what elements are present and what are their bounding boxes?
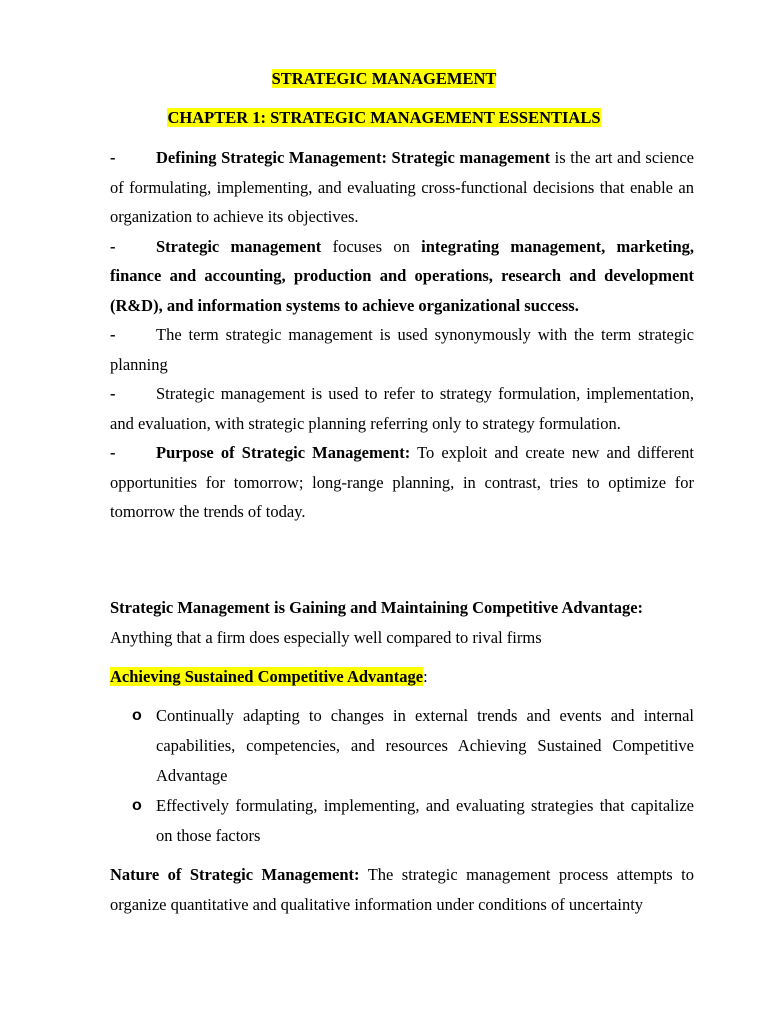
dash-marker: - bbox=[110, 325, 116, 344]
list-item-focus bbox=[110, 232, 694, 321]
nature-heading: Nature of Strategic Management: bbox=[110, 865, 360, 884]
purpose-lead: Purpose of Strategic Management: bbox=[156, 443, 411, 462]
purpose-text: To exploit and create new and different opportunities for tomorrow; long-range planning, in contrast, tries to optimize for tomorrow the trends of today. bbox=[110, 443, 694, 521]
bullet-item-adapting bbox=[110, 701, 694, 791]
dash-marker: - bbox=[110, 443, 116, 462]
bullet-text-formulating: Effectively formulating, implementing, and evaluating strategies that capitalize on those factors bbox=[156, 796, 694, 845]
list-item-formulation bbox=[110, 379, 694, 438]
list-item-purpose bbox=[110, 438, 694, 527]
bullet-marker: o bbox=[132, 797, 142, 814]
achieving-heading bbox=[110, 662, 428, 692]
nature-paragraph bbox=[110, 860, 694, 919]
competitive-advantage-heading: Strategic Management is Gaining and Maintaining Competitive Advantage: bbox=[110, 598, 644, 617]
bullet-list bbox=[110, 701, 694, 851]
chapter-heading-text: CHAPTER 1: STRATEGIC MANAGEMENT ESSENTIALS bbox=[167, 108, 601, 127]
list-item-synonym bbox=[110, 320, 694, 379]
formulation-text: Strategic management is used to refer to strategy formulation, implementation, and evaluation, with strategic planning referring only to strategy formulation. bbox=[110, 384, 694, 433]
nature-text: The strategic management process attempts to organize quantitative and qualitative information under conditions of uncertainty bbox=[110, 865, 694, 914]
achieving-heading-colon: : bbox=[423, 667, 428, 686]
dash-marker: - bbox=[110, 148, 116, 167]
definition-text: is the art and science of formulating, implementing, and evaluating cross-functional decisions that enable an organization to achieve its objectives. bbox=[110, 148, 694, 226]
bullet-text-adapting: Continually adapting to changes in external trends and events and internal capabilities, competencies, and resources Achieving Sustained Competitive Advantage bbox=[156, 706, 694, 785]
definition-list bbox=[110, 143, 694, 527]
list-item-definition bbox=[110, 143, 694, 232]
achieving-heading-text: Achieving Sustained Competitive Advantage bbox=[110, 667, 424, 686]
synonym-text: The term strategic management is used synonymously with the term strategic planning bbox=[110, 325, 694, 374]
focus-lead: Strategic management bbox=[156, 236, 322, 256]
competitive-advantage-section bbox=[110, 593, 694, 652]
focus-tail: integrating management, marketing, finance and accounting, production and operations, research and development (R&D), and information systems to achieve organizational success. bbox=[110, 236, 694, 315]
dash-marker: - bbox=[110, 384, 116, 403]
competitive-advantage-text: Anything that a firm does especially well compared to rival firms bbox=[110, 627, 542, 647]
document-title bbox=[0, 68, 768, 90]
definition-lead: Defining Strategic Management: Strategic management bbox=[156, 148, 551, 167]
focus-mid: focuses on bbox=[321, 236, 422, 256]
bullet-item-formulating bbox=[110, 791, 694, 851]
document-title-text: STRATEGIC MANAGEMENT bbox=[271, 69, 497, 88]
bullet-marker: o bbox=[132, 707, 142, 724]
chapter-heading bbox=[0, 107, 768, 129]
dash-marker: - bbox=[110, 236, 116, 256]
